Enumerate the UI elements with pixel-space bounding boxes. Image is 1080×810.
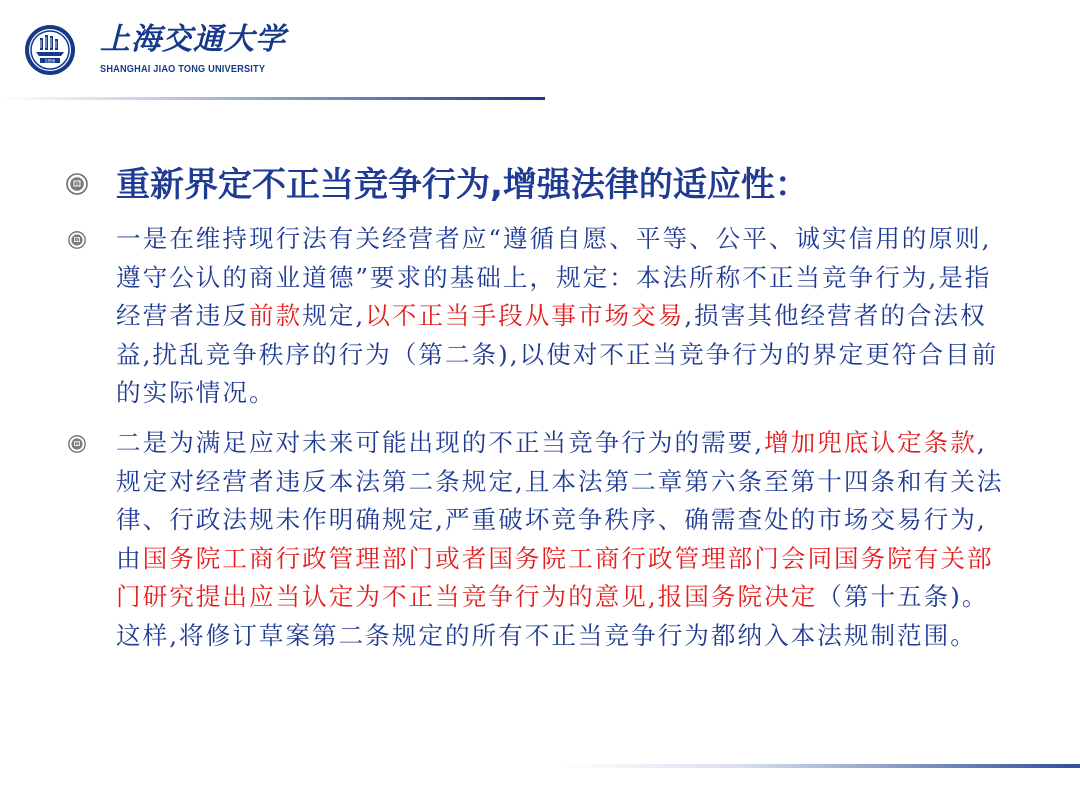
p2-highlight-1: 增加兜底认定条款: [764, 428, 977, 457]
title-lead: 重新: [116, 165, 184, 205]
title-rest: 界定不正当竞争行为,增强法律的适应性：: [184, 165, 809, 205]
p1-text-1: 一是在维持现行法有关经营者应“遵循自愿、平等、公平、诚实信用的原则,遵守公认的商业道德”要求的基础上，规定：本法所称不正当竞争行为,是指经营者违反: [116, 224, 992, 330]
p2-highlight-2: 国务院工商行政管理部门或者国务院工商行政管理部门会同国务院有关部门研究提出应当认定为不正当竞争行为的意见,报国务院决定: [116, 543, 994, 611]
page-title: [116, 160, 809, 210]
paragraph-1: [116, 220, 1004, 413]
seal-bullet-icon: [68, 231, 86, 249]
university-seal-logo: [24, 24, 76, 76]
seal-bullet-icon: [68, 435, 86, 453]
p1-highlight-2: 以不正当手段从事市场交易: [365, 301, 685, 330]
p1-text-3: ,损害其他经营者的合法权益,扰乱竞争秩序的行为（第二条),以使对不正当竞争行为的界定更符合目前的实际情况。: [116, 301, 999, 407]
p1-highlight-1: 前款: [248, 301, 303, 330]
header-divider: [0, 97, 545, 100]
p1-text-2: 规定,: [302, 301, 366, 330]
p2-text-2: ,规定对经营者违反本法第二条规定,且本法第二章第六条至第十四条和有关法律、行政法规未作明确规定,严重破坏竞争秩序、确需查处的市场交易行为,由: [116, 428, 1004, 573]
seal-year: 1896: [44, 58, 56, 64]
paragraph-2: [116, 424, 1004, 655]
footer-divider: [560, 764, 1080, 768]
seal-bullet-icon: [66, 173, 88, 195]
p2-text-1: 二是为满足应对未来可能出现的不正当竞争行为的需要,: [116, 428, 765, 457]
university-name-en: SHANGHAI JIAO TONG UNIVERSITY: [100, 64, 266, 75]
university-name-cn: 上海交通大学: [100, 22, 286, 57]
p2-text-3: （第十五条)。这样,将修订草案第二条规定的所有不正当竞争行为都纳入本法规制范围。: [116, 582, 989, 650]
